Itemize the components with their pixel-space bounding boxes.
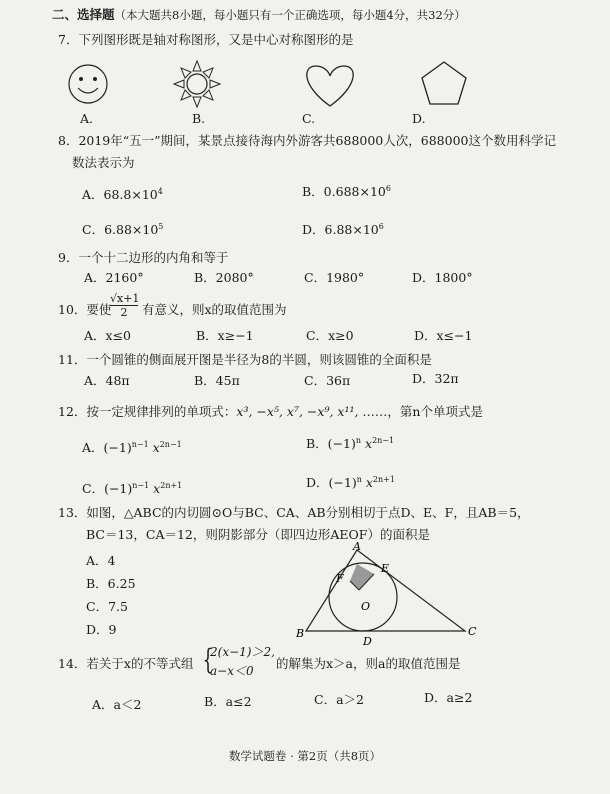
label-F: F [336,572,344,585]
q12-stem: 12．按一定规律排列的单项式：x³, −x⁵, x⁷, −x⁹, x¹¹, ……，第n个单项式是 [58,404,483,419]
q11-stem: 11．一个圆锥的侧面展开图是半径为8的半圆，则该圆锥的全面积是 [58,352,432,367]
q11-option-c[interactable]: C．36π [304,373,351,388]
q14-brace: { [202,643,214,676]
q11-option-a[interactable]: A．48π [84,373,130,388]
q10-stem-pre: 10．要使 [58,302,112,317]
q8-option-c[interactable]: C．$6.88\times 10^5$ [82,222,164,237]
q14-stem-pre: 14．若关于x的不等式组 [58,656,194,671]
q12-option-a[interactable]: A．$(-1)^{n-1}$ $x^{2n-1}$ [82,440,182,455]
q11-option-b[interactable]: B．45π [194,373,240,388]
section-header [52,7,466,23]
q14-inequality-1: 2(x−1)＞2, [210,645,275,659]
q10-fraction [110,292,138,319]
q10-option-b[interactable]: B．x≥−1 [196,328,254,343]
q8-option-d[interactable]: D．$6.88\times 10^6$ [302,222,384,237]
q13-option-c[interactable]: C．7.5 [86,599,128,614]
page-footer: 数学试题卷 · 第2页（共8页） [228,749,382,763]
q7-option-c[interactable]: C. [302,111,316,126]
q8-stem-line1: 8．2019年“五一”期间，某景点接待海内外游客共688000人次，688000这个数用科学记 [58,133,556,148]
q9-option-c[interactable]: C．1980° [304,270,365,285]
q7-figures [62,58,482,118]
label-A: A [353,540,361,553]
sun-icon [174,61,220,107]
label-D: D [363,635,372,648]
q14-inequality-2: a−x＜0 [210,664,254,678]
q9-stem: 9．一个十二边形的内角和等于 [58,250,229,265]
q14-option-c[interactable]: C．a＞2 [314,692,364,707]
q13-stem-line2: BC＝13，CA＝12，则阴影部分（即四边形AEOF）的面积是 [86,527,430,542]
q9-option-a[interactable]: A．2160° [84,270,144,285]
q9-option-d[interactable]: D．1800° [412,270,473,285]
label-C: C [468,625,477,638]
q14-option-d[interactable]: D．a≥2 [424,690,473,705]
q8-option-b[interactable]: B．$0.688\times 10^6$ [302,184,391,199]
q14-stem-post: 的解集为x＞a，则a的取值范围是 [276,656,461,671]
q14-option-b[interactable]: B．a≤2 [204,694,252,709]
q13-triangle-diagram [290,538,490,648]
q9-option-b[interactable]: B．2080° [194,270,254,285]
pentagon-icon [422,62,466,104]
q11-option-d[interactable]: D．32π [412,371,459,386]
q10-option-c[interactable]: C．x≥0 [306,328,354,343]
q8-stem-line2: 数法表示为 [72,155,135,170]
q14-option-a[interactable]: A．a＜2 [92,697,142,712]
section-desc: （本大题共8小题，每小题只有一个正确选项，每小题4分，共32分） [114,8,466,22]
q10-option-a[interactable]: A．x≤0 [84,328,132,343]
q13-option-b[interactable]: B．6.25 [86,576,136,591]
q13-option-d[interactable]: D．9 [86,622,117,637]
q7-option-a[interactable]: A. [80,111,94,126]
label-O: O [361,600,371,613]
label-E: E [381,562,390,575]
q13-stem-line1: 13．如图，△ABC的内切圆⊙O与BC、CA、AB分别相切于点D、E、F，且AB＝5， [58,505,530,520]
q12-option-c[interactable]: C．$(-1)^{n-1}$ $x^{2n+1}$ [82,481,183,496]
q8-option-a[interactable]: A．$68.8\times 10^4$ [82,187,163,202]
q12-option-b[interactable]: B．$(-1)^n$ $x^{2n-1}$ [306,436,395,451]
q10-option-d[interactable]: D．x≤−1 [414,328,473,343]
smiley-face-icon [69,65,107,103]
q10-fraction-denominator: 2 [120,306,128,319]
section-title: 二、选择题 [52,7,115,22]
q7-option-b[interactable]: B. [192,111,206,126]
q12-option-d[interactable]: D．$(-1)^n$ $x^{2n+1}$ [306,475,395,490]
q7-option-d[interactable]: D. [412,111,426,126]
q13-option-a[interactable]: A．4 [86,553,116,568]
label-B: B [296,627,305,640]
heart-icon [307,66,353,106]
q10-stem-post: 有意义，则x的取值范围为 [142,302,287,317]
q10-fraction-numerator: √x+1 [110,292,140,305]
q7-stem: 7．下列图形既是轴对称图形，又是中心对称图形的是 [58,32,354,47]
